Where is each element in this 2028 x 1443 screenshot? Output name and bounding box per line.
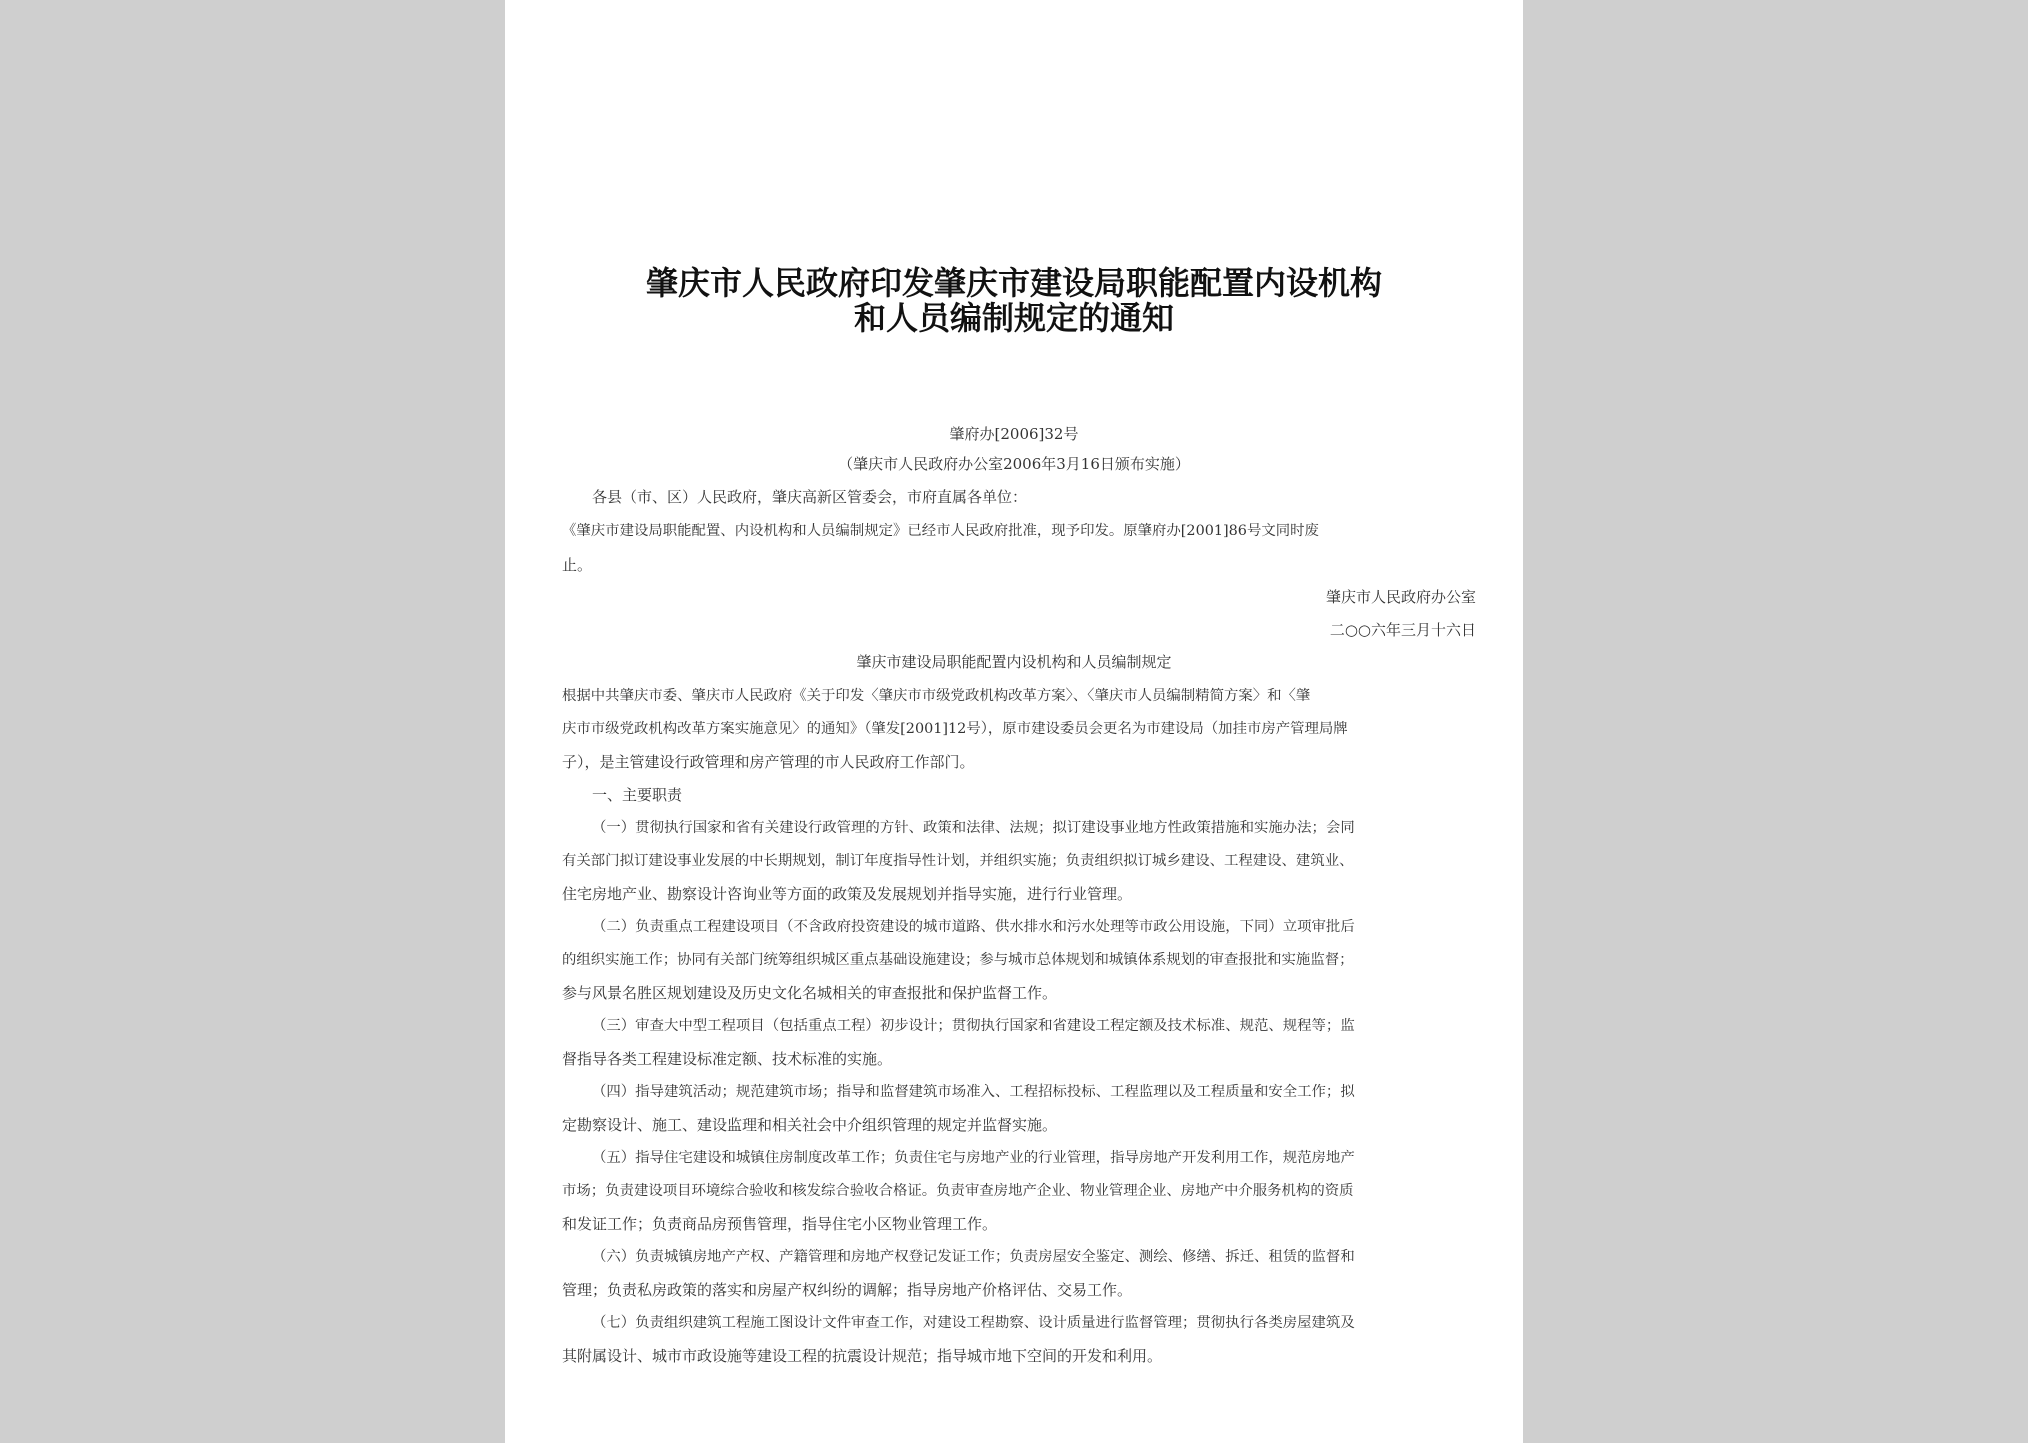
document-page: [505, 0, 1523, 1443]
document-title-line-1: 肇庆市人民政府印发肇庆市建设局职能配置内设机构: [645, 264, 1382, 302]
section-heading: 一、主要职责: [592, 786, 683, 804]
paragraph-line: 子），是主管建设行政管理和房产管理的市人民政府工作部门。: [562, 753, 975, 771]
issue-note: （肇庆市人民政府办公室2006年3月16日颁布实施）: [838, 455, 1190, 473]
item-5-line-3: 和发证工作；负责商品房预售管理，指导住宅小区物业管理工作。: [562, 1215, 998, 1233]
document-title-line-2: 和人员编制规定的通知: [853, 299, 1174, 337]
intro-paragraph-line-1: 《肇庆市建设局职能配置、内设机构和人员编制规定》已经市人民政府批准，现予印发。原肇府办[2001]86号文同时废: [562, 523, 1319, 539]
document-date: 二○○六年三月十六日: [1329, 621, 1476, 639]
item-2-line-3: 参与风景名胜区规划建设及历史文化名城相关的审查报批和保护监督工作。: [562, 984, 1058, 1002]
paragraph-line: 庆市市级党政机构改革方案实施意见〉的通知》（肇发[2001]12号），原市建设委员会更名为市建设局（加挂市房产管理局牌: [562, 721, 1348, 737]
item-1-line-3: 住宅房地产业、勘察设计咨询业等方面的政策及发展规划并指导实施，进行行业管理。: [562, 885, 1133, 903]
item-7-line-2: 其附属设计、城市市政设施等建设工程的抗震设计规范；指导城市地下空间的开发和利用。: [562, 1347, 1163, 1365]
item-1-line-2: 有关部门拟订建设事业发展的中长期规划，制订年度指导性计划，并组织实施；负责组织拟订城乡建设、工程建设、建筑业、: [562, 853, 1354, 869]
item-3-line-2: 督指导各类工程建设标准定额、技术标准的实施。: [562, 1050, 893, 1068]
item-3-line-1: （三）审查大中型工程项目（包括重点工程）初步设计；贯彻执行国家和省建设工程定额及技术标准、规范、规程等；监: [592, 1018, 1355, 1034]
item-6-line-1: （六）负责城镇房地产产权、产籍管理和房地产权登记发证工作；负责房屋安全鉴定、测绘、修缮、拆迁、租赁的监督和: [592, 1249, 1355, 1265]
addressee: 各县（市、区）人民政府，肇庆高新区管委会，市府直属各单位：: [592, 488, 1028, 506]
signature: 肇庆市人民政府办公室: [1325, 588, 1476, 606]
document-number: 肇府办[2006]32号: [949, 425, 1079, 443]
item-6-line-2: 管理；负责私房政策的落实和房屋产权纠纷的调解；指导房地产价格评估、交易工作。: [562, 1281, 1133, 1299]
item-1-line-1: （一）贯彻执行国家和省有关建设行政管理的方针、政策和法律、法规；拟订建设事业地方性政策措施和实施办法；会同: [592, 820, 1355, 836]
item-4-line-1: （四）指导建筑活动；规范建筑市场；指导和监督建筑市场准入、工程招标投标、工程监理以及工程质量和安全工作；拟: [592, 1084, 1355, 1100]
item-4-line-2: 定勘察设计、施工、建设监理和相关社会中介组织管理的规定并监督实施。: [562, 1116, 1058, 1134]
item-7-line-1: （七）负责组织建筑工程施工图设计文件审查工作，对建设工程勘察、设计质量进行监督管理；贯彻执行各类房屋建筑及: [592, 1315, 1355, 1331]
item-5-line-2: 市场；负责建设项目环境综合验收和核发综合验收合格证。负责审查房地产企业、物业管理企业、房地产中介服务机构的资质: [562, 1183, 1354, 1199]
paragraph-line: 根据中共肇庆市委、肇庆市人民政府《关于印发〈肇庆市市级党政机构改革方案〉、〈肇庆市人员编制精简方案〉和〈肇: [562, 688, 1311, 704]
item-2-line-2: 的组织实施工作；协同有关部门统筹组织城区重点基础设施建设；参与城市总体规划和城镇体系规划的审查报批和实施监督；: [562, 952, 1354, 968]
item-5-line-1: （五）指导住宅建设和城镇住房制度改革工作；负责住宅与房地产业的行业管理，指导房地产开发利用工作，规范房地产: [592, 1150, 1355, 1166]
item-2-line-1: （二）负责重点工程建设项目（不含政府投资建设的城市道路、供水排水和污水处理等市政公用设施，下同）立项审批后: [592, 919, 1355, 935]
intro-paragraph-line-2: 止。: [562, 556, 593, 574]
regulation-subtitle: 肇庆市建设局职能配置内设机构和人员编制规定: [856, 653, 1172, 671]
